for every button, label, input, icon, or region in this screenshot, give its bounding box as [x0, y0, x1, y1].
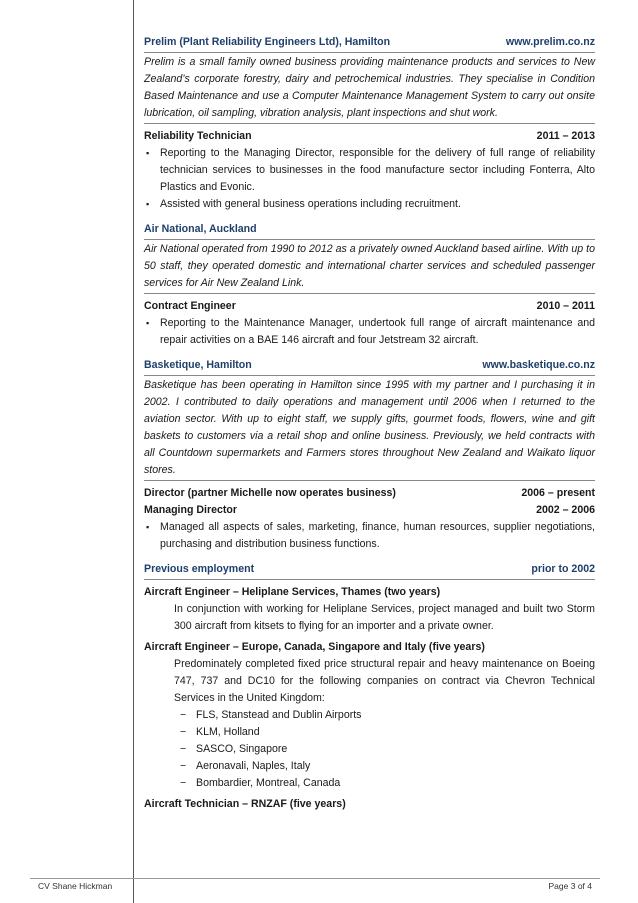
job-description: In conjunction with working for Heliplane Services, project managed and built two Storm 300 aircraft from kitsets to flying for an importer and a private owner.	[174, 603, 595, 632]
role-dates: 2006 – present	[521, 487, 595, 499]
section-header	[144, 561, 595, 578]
duties-list	[144, 519, 595, 553]
duties-list	[144, 315, 595, 349]
job-title-text: Aircraft Engineer – Heliplane Services, Thames (two years)	[144, 586, 441, 598]
section-title: Previous employment	[144, 563, 255, 575]
list-item: ▪ Managed all aspects of sales, marketing, finance, human resources, supplier negotiations, purchasing and distribution business functions.	[144, 519, 595, 553]
employer-name: Basketique, Hamilton	[144, 359, 252, 371]
employer-header	[144, 34, 595, 51]
section-dates: prior to 2002	[531, 563, 595, 575]
job-title	[144, 796, 595, 813]
role-dates: 2010 – 2011	[536, 300, 595, 312]
divider	[144, 52, 595, 53]
employer-basketique	[144, 357, 595, 553]
employer-header	[144, 221, 595, 238]
list-item: − Bombardier, Montreal, Canada	[180, 775, 595, 792]
job-title	[144, 584, 595, 601]
footer-page-number: Page 3 of 4	[548, 881, 592, 891]
employer-description: Basketique has been operating in Hamilton since 1995 with my partner and I purchasing it in 2002. I contributed to daily operations and management until 2006 when I returned to the aviation sector. With up to eight staff, we supply gifts, gourmet foods, flowers, wine and gift baskets to customers via a retail shop and online business. Previously, we held contracts with all Countdown supermarkets and Farmers stores throughout New Zealand and Waikato liquor stores.	[144, 379, 595, 476]
margin-divider-line	[133, 0, 134, 903]
employer-name: Air National, Auckland	[144, 223, 257, 235]
list-item: − Aeronavali, Naples, Italy	[180, 758, 595, 775]
employer-name: Prelim (Plant Reliability Engineers Ltd), Hamilton	[144, 36, 391, 48]
job-description: Predominately completed fixed price structural repair and heavy maintenance on Boeing 747, 737 and DC10 for the following companies on contract via Chevron Technical Services in the United Kingdom:	[174, 658, 595, 704]
list-item: ▪ Reporting to the Managing Director, responsible for the delivery of full range of reliability technician services to businesses in the food manufacture sector including Fonterra, Alto Plastics and Evonic.	[144, 145, 595, 196]
role-title: Managing Director	[144, 504, 238, 516]
employer-description: Air National operated from 1990 to 2012 as a privately owned Auckland based airline. With up to 50 staff, they operated domestic and international charter services and scheduled passenger services for Air New Zealand Link.	[144, 243, 595, 289]
role-dates: 2002 – 2006	[536, 504, 595, 516]
role-row	[144, 298, 595, 315]
divider	[144, 239, 595, 240]
role-dates: 2011 – 2013	[536, 130, 595, 142]
employer-website[interactable]: www.basketique.co.nz	[482, 359, 595, 371]
role-row	[144, 502, 595, 519]
resume-page-content	[144, 34, 595, 813]
list-item: − FLS, Stanstead and Dublin Airports	[180, 707, 595, 724]
role-title: Contract Engineer	[144, 300, 236, 312]
duties-list	[144, 145, 595, 213]
role-row	[144, 128, 595, 145]
list-item: − KLM, Holland	[180, 724, 595, 741]
employer-prelim	[144, 34, 595, 213]
list-item: − SASCO, Singapore	[180, 741, 595, 758]
job-title-text: Aircraft Technician – RNZAF (five years)	[144, 798, 346, 810]
client-list	[144, 707, 595, 792]
employer-description: Prelim is a small family owned business providing maintenance products and services to New Zealand’s corporate forestry, dairy and petrochemical industries. They specialise in Condition Based Maintenance and use a Computer Maintenance Management System to carry out onsite lubrication, oil sampling, vibration analysis, plant inspections and shut work.	[144, 56, 595, 119]
role-row	[144, 485, 595, 502]
employer-header	[144, 357, 595, 374]
footer-divider	[30, 878, 600, 879]
divider	[144, 375, 595, 376]
footer-author: CV Shane Hickman	[38, 881, 113, 891]
job-title-text: Aircraft Engineer – Europe, Canada, Singapore and Italy (five years)	[144, 641, 485, 653]
employer-air-national	[144, 221, 595, 349]
list-item: ▪ Assisted with general business operations including recruitment.	[144, 196, 595, 213]
job-title	[144, 639, 595, 656]
role-title: Reliability Technician	[144, 130, 252, 142]
list-item: ▪ Reporting to the Maintenance Manager, undertook full range of aircraft maintenance and repair activities on a BAE 146 aircraft and four Jetstream 32 aircraft.	[144, 315, 595, 349]
employer-website[interactable]: www.prelim.co.nz	[505, 36, 595, 48]
previous-employment	[144, 561, 595, 813]
role-title: Director (partner Michelle now operates business)	[144, 487, 396, 499]
